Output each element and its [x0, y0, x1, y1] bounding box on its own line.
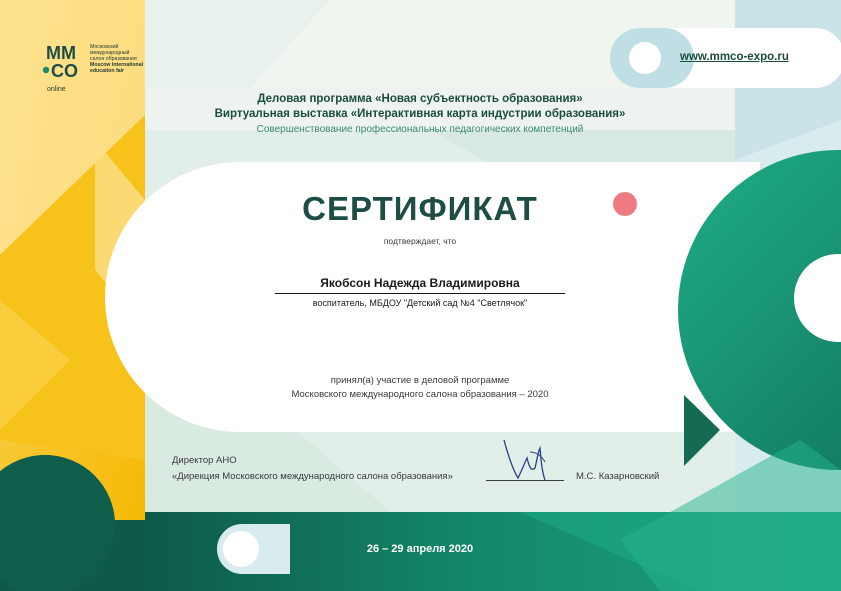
- logo-caption: Московский международный салон образования Moscow International education fair: [90, 44, 144, 74]
- recipient-position: воспитатель, МБДОУ "Детский сад №4 "Светлячок": [312, 298, 528, 308]
- director-title: Директор АНО: [172, 455, 237, 466]
- director-name: М.С. Казарновский: [576, 471, 660, 482]
- pink-dot: [613, 192, 637, 216]
- svg-text:CO: CO: [51, 61, 78, 81]
- director-organization: «Дирекция Московского международного салона образования»: [172, 471, 453, 482]
- participation-line-1: принял(а) участие в деловой программе: [330, 375, 510, 386]
- participation-line-2: Московского международного салона образования – 2020: [291, 389, 549, 400]
- signature-line: [486, 480, 564, 481]
- certificate-title: СЕРТИФИКАТ: [302, 190, 538, 227]
- recipient-name: Якобсон Надежда Владимировна: [275, 276, 565, 294]
- svg-text:MM: MM: [46, 43, 76, 63]
- logo-online-label: online: [47, 86, 66, 93]
- website-link[interactable]: www.mmco-expo.ru: [680, 51, 789, 63]
- header-line-1: Деловая программа «Новая субъектность образования»: [257, 93, 583, 105]
- event-dates: 26 – 29 апреля 2020: [366, 543, 474, 555]
- header-line-2: Виртуальная выставка «Интерактивная карта индустрии образования»: [214, 108, 626, 120]
- header-line-3: Совершенствование профессиональных педагогических компетенций: [256, 124, 584, 135]
- confirms-text: подтверждает, что: [383, 236, 457, 246]
